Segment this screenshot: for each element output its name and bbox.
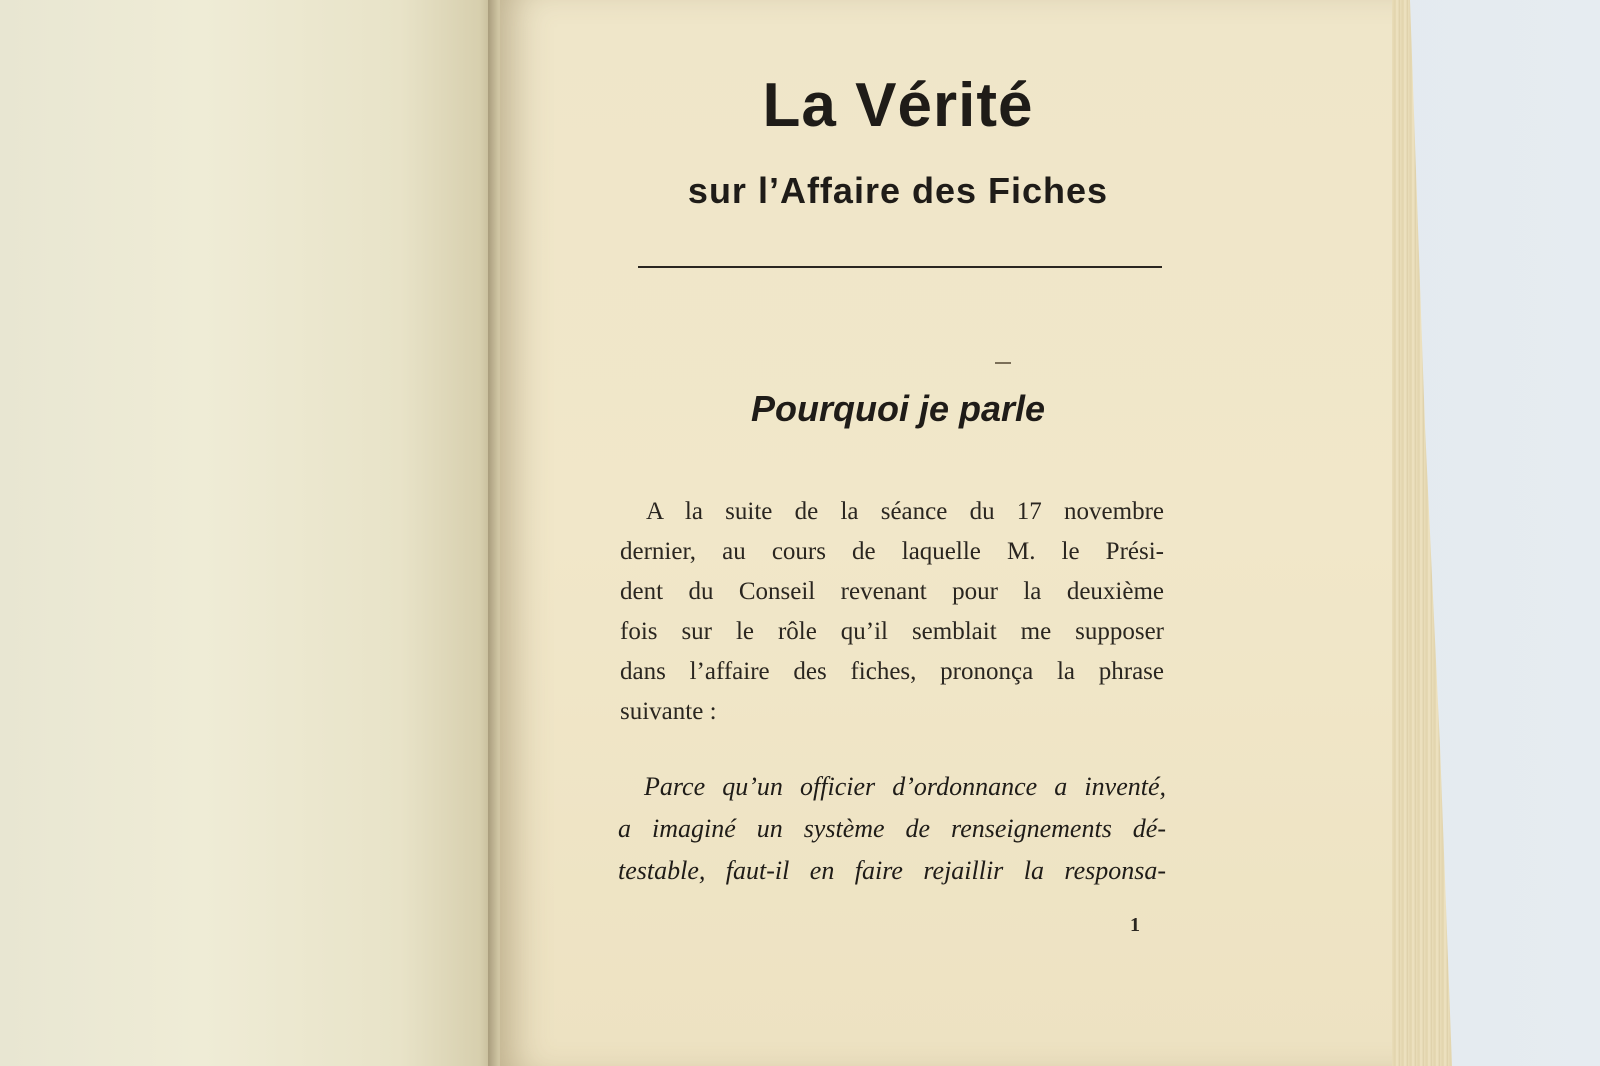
title-rule [638, 266, 1162, 268]
paragraph-line: dent du Conseil revenant pour la deuxième [620, 578, 1164, 605]
quote-line: Parce qu’un officier d’ordonnance a inventé, [644, 772, 1166, 801]
book-subtitle: sur l’Affaire des Fiches [687, 170, 1109, 211]
paragraph-line: A la suite de la séance du 17 novembre [646, 498, 1164, 525]
paragraph-line: fois sur le rôle qu’il semblait me supposer [620, 618, 1164, 645]
quote-line: testable, faut-il en faire rejaillir la responsa- [618, 856, 1166, 885]
left-blank-page [0, 0, 500, 1066]
section-heading: Pourquoi je parle [750, 388, 1046, 429]
paragraph-line: dans l’affaire des fiches, prononça la phrase [620, 658, 1164, 685]
italic-quote [618, 766, 1166, 892]
book-title: La Vérité [762, 71, 1034, 140]
page-edge-stack [1392, 0, 1452, 1066]
ornament-dash [995, 362, 1011, 364]
page-number: 1 [1130, 914, 1140, 936]
quote-line: a imaginé un système de renseignements dé- [618, 814, 1166, 843]
paragraph-line: suivante : [620, 698, 717, 725]
body-paragraph [620, 492, 1164, 732]
paragraph-line: dernier, au cours de laquelle M. le Prési- [620, 538, 1164, 565]
